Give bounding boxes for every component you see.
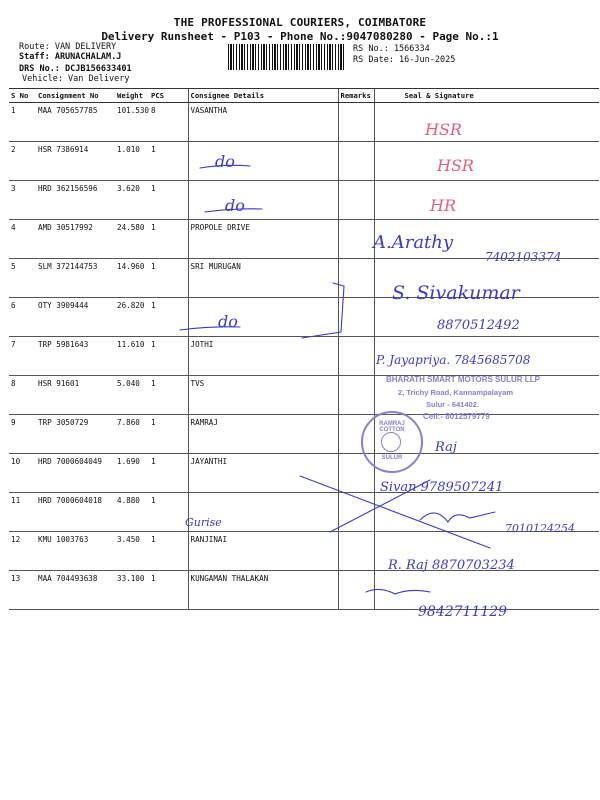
row-consignee: PROPOLE DRIVE: [188, 220, 338, 259]
row-consignment: OTY 3909444: [36, 298, 115, 337]
cross-stroke-up: [330, 480, 430, 532]
initials-row9: Raj: [435, 440, 457, 455]
signature-row13-phone: 9842711129: [418, 604, 508, 620]
stamp-line1: BHARATH SMART MOTORS SULUR LLP: [386, 375, 540, 384]
row-weight: 101.530: [115, 103, 149, 142]
row-pcs: 1: [149, 220, 188, 259]
row-pcs: 1: [149, 415, 188, 454]
row-consignment: AMD 30517992: [36, 220, 115, 259]
rs-number: RS No.: 1566334: [353, 44, 430, 54]
row-sno: 10: [9, 454, 36, 493]
row-consignment: HRD 362156596: [36, 181, 115, 220]
staff-label: Staff: ARUNACHALAM.J: [19, 52, 122, 62]
row-consignment: MAA 705657785: [36, 103, 115, 142]
row-sno: 6: [9, 298, 36, 337]
signature-row1: HSR: [425, 120, 462, 139]
row-consignee: JOTHI: [188, 337, 338, 376]
row-weight: 26.820: [115, 298, 149, 337]
row-pcs: 1: [149, 571, 188, 610]
row-pcs: 1: [149, 493, 188, 532]
row-consignment: HSR 7386914: [36, 142, 115, 181]
stamp-line3: Sulur - 641402.: [426, 400, 479, 409]
row-sno: 11: [9, 493, 36, 532]
row-pcs: 1: [149, 259, 188, 298]
signature-row4: A.Arathy: [373, 232, 454, 253]
row-weight: 1.010: [115, 142, 149, 181]
row-sno: 9: [9, 415, 36, 454]
ditto-underline-row3: [205, 209, 262, 212]
ditto-mark-row6: do: [218, 312, 238, 331]
rs-date: RS Date: 16-Jun-2025: [353, 55, 456, 65]
row-pcs: 1: [149, 142, 188, 181]
col-weight: Weight: [115, 89, 149, 103]
row-consignment: SLM 372144753: [36, 259, 115, 298]
row-consignee: KUNGAMAN THALAKAN: [188, 571, 338, 610]
company-name: THE PROFESSIONAL COURIERS, COIMBATORE: [173, 16, 427, 29]
stamp-line4: Cell:- 8012579779: [423, 412, 490, 421]
signature-row6-phone: 8870512492: [437, 318, 520, 333]
seal-top-text: RAMRAJ COTTON: [379, 421, 405, 433]
row-sno: 12: [9, 532, 36, 571]
seal-bottom-text: SULUR: [381, 455, 403, 461]
row-pcs: 1: [149, 454, 188, 493]
row-weight: 24.580: [115, 220, 149, 259]
stamp-line2: 2, Trichy Road, Kannampalayam: [398, 388, 514, 397]
row-weight: 3.620: [115, 181, 149, 220]
signature-row12: R. Raj 8870703234: [388, 558, 515, 573]
row-weight: 3.450: [115, 532, 149, 571]
row-weight: 7.860: [115, 415, 149, 454]
signature-stroke-row13: [366, 589, 430, 594]
row-pcs: 1: [149, 298, 188, 337]
row-pcs: 1: [149, 532, 188, 571]
row-pcs: 1: [149, 181, 188, 220]
row-consignee: TVS: [188, 376, 338, 415]
row-weight: 14.960: [115, 259, 149, 298]
handwritten-name-row11: Gurise: [185, 516, 222, 529]
row-sno: 1: [9, 103, 36, 142]
row-pcs: 1: [149, 337, 188, 376]
row-consignment: TRP 5981643: [36, 337, 115, 376]
signature-row7: P. Jayapriya. 7845685708: [376, 353, 531, 367]
row-consignee: SRI MURUGAN: [188, 259, 338, 298]
row-consignee: RANJINAI: [188, 532, 338, 571]
row-pcs: 1: [149, 376, 188, 415]
row-consignment: HRD 7000604018: [36, 493, 115, 532]
signature-row4-phone: 7402103374: [485, 250, 562, 264]
bracket-stroke-row6: [302, 283, 344, 338]
row-sno: 8: [9, 376, 36, 415]
signature-row3: HR: [430, 196, 456, 215]
ditto-underline-row6: [180, 327, 240, 330]
signature-row11-phone: 7010124254: [505, 522, 575, 535]
signature-stroke-row11: [420, 512, 495, 522]
signature-row10: Sivan 9789507241: [380, 480, 504, 495]
row-consignee: VASANTHA: [188, 103, 338, 142]
row-sno: 4: [9, 220, 36, 259]
ditto-mark-row3: do: [225, 196, 245, 215]
row-consignment: HRD 7000604049: [36, 454, 115, 493]
row-consignment: TRP 3050729: [36, 415, 115, 454]
col-pcs: PCS: [149, 89, 188, 103]
runsheet-subtitle: Delivery Runsheet - P103 - Phone No.:9047080280 - Page No.:1: [101, 30, 499, 43]
row-sno: 13: [9, 571, 36, 610]
row-sno: 7: [9, 337, 36, 376]
row-consignee: RAMRAJ: [188, 415, 338, 454]
row-pcs: 8: [149, 103, 188, 142]
row-weight: 33.100: [115, 571, 149, 610]
cross-stroke-down: [300, 476, 490, 548]
row-sno: 3: [9, 181, 36, 220]
row-sno: 2: [9, 142, 36, 181]
row-weight: 11.610: [115, 337, 149, 376]
route-label: Route: VAN DELIVERY: [19, 42, 117, 52]
vehicle-label: Vehicle: Van Delivery: [22, 74, 130, 84]
col-remarks: Remarks: [338, 89, 374, 103]
drs-label: DRS No.: DCJB156633401: [19, 64, 132, 74]
row-consignment: KMU 1003763: [36, 532, 115, 571]
signature-row2: HSR: [437, 156, 474, 175]
col-consignee: Consignee Details: [188, 89, 338, 103]
row-sno: 5: [9, 259, 36, 298]
row-consignment: HSR 91601: [36, 376, 115, 415]
col-seal-signature: Seal & Signature: [374, 89, 599, 103]
signature-row6: S. Sivakumar: [392, 282, 520, 304]
col-sno: S No: [9, 89, 36, 103]
ditto-mark-row2: do: [215, 152, 235, 171]
row-weight: 1.690: [115, 454, 149, 493]
row-weight: 5.040: [115, 376, 149, 415]
row-consignment: MAA 704493638: [36, 571, 115, 610]
row-consignee: JAYANTHI: [188, 454, 338, 493]
ditto-underline-row2: [200, 165, 250, 168]
row-weight: 4.880: [115, 493, 149, 532]
col-consignment: Consignment No: [36, 89, 115, 103]
